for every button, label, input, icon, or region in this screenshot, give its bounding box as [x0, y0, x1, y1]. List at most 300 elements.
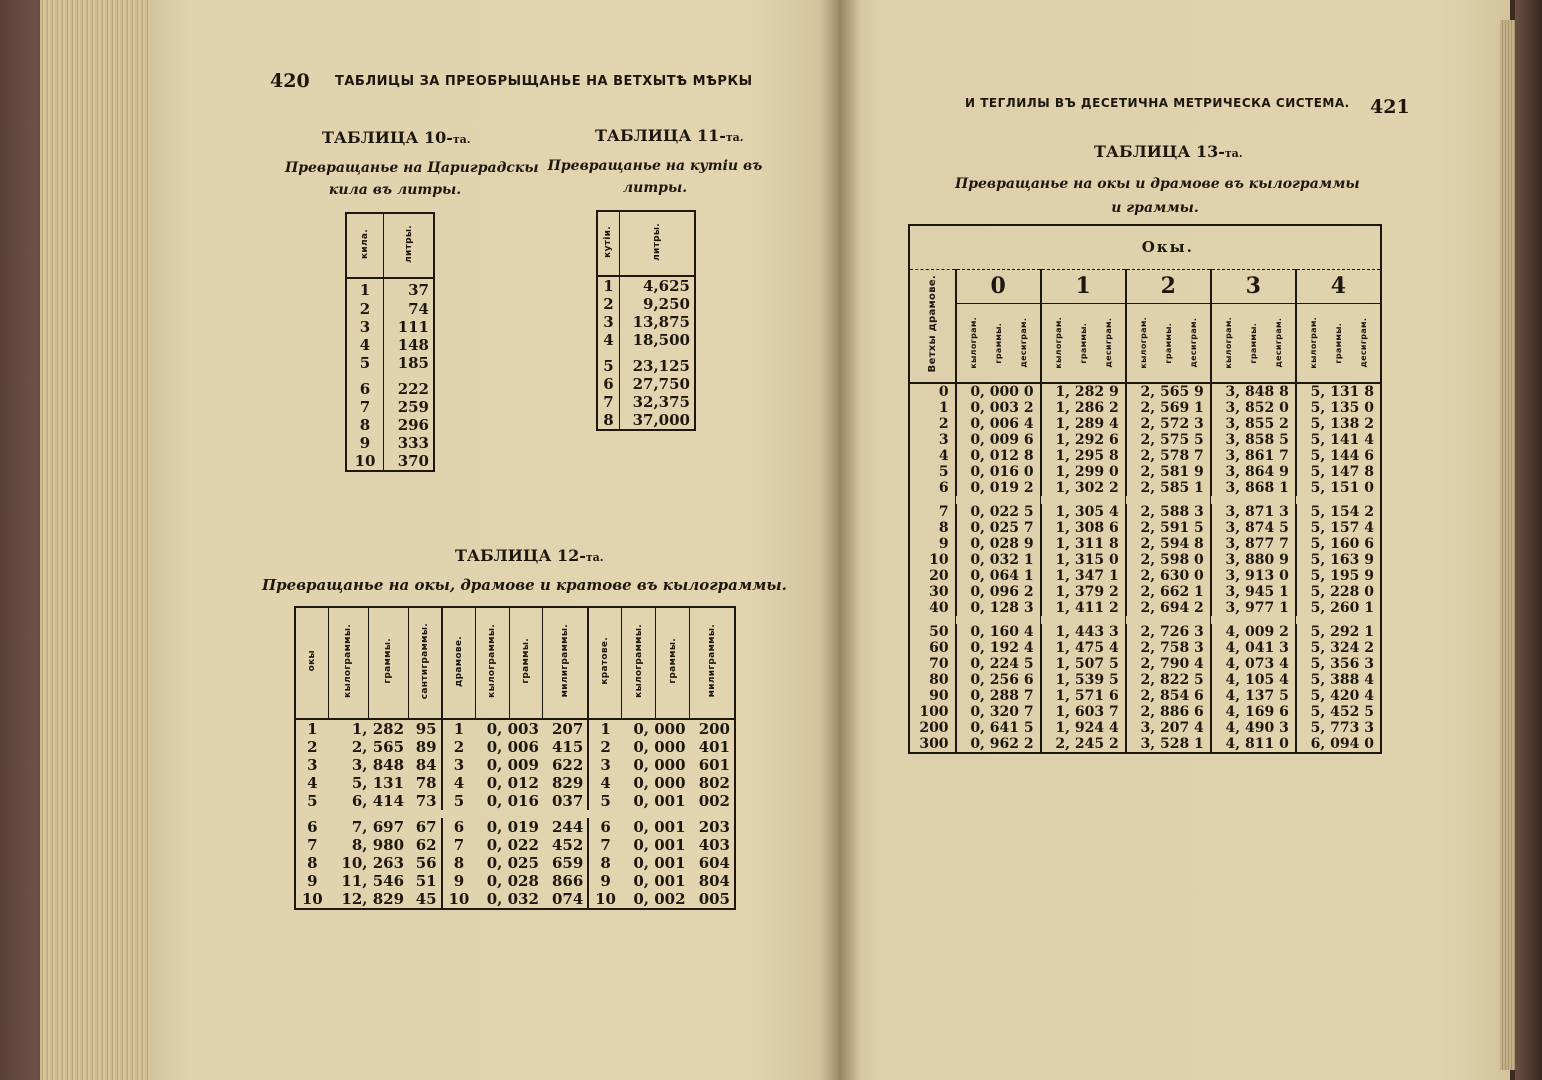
table12-krat-milli-cell: 802: [698, 774, 730, 792]
table13-subheader-wrap: [1131, 317, 1206, 369]
table13-dram-cell: 200: [919, 720, 949, 736]
table13-value-cell: 2, 575 5: [1126, 432, 1211, 448]
table13-value-cell: 3, 861 7: [1211, 448, 1296, 464]
table13-value-cell: 0, 003 2: [956, 400, 1041, 416]
table-row: [346, 318, 434, 336]
table12: [294, 606, 736, 910]
table13-subheader-text: граммы.: [1078, 322, 1088, 364]
table11-kutii-cell: 6: [603, 375, 614, 393]
table13-group-row: [909, 225, 1381, 269]
table13-value-cell: 4, 105 4: [1211, 672, 1296, 688]
table12-oka-cell: 9: [307, 872, 318, 890]
table12-krat-kg-cell: 0, 002: [633, 890, 686, 908]
table-row: [597, 331, 695, 349]
table13-value-cell: 0, 006 4: [956, 416, 1041, 432]
table12-dram-cell: 5: [442, 792, 476, 810]
table13-dram-cell: 5: [938, 464, 949, 480]
table-gap-row: [597, 349, 695, 357]
table13-value-cell: 0, 028 9: [956, 536, 1041, 552]
table13-value-cell: 2, 588 3: [1126, 504, 1211, 520]
table12-header-cell: [295, 607, 329, 719]
table-row: [295, 872, 735, 890]
table12-oka-centi-cell: 51: [415, 872, 437, 890]
table-gap-row: [909, 496, 1381, 504]
table12-krat-kg-cell: 0, 001: [633, 792, 686, 810]
table11-litri-cell: 23,125: [619, 357, 695, 375]
table12-dram-cell: 2: [442, 738, 476, 756]
table-row: [909, 624, 1381, 640]
table13-subheader-text: граммы.: [1333, 322, 1343, 364]
table10-subtitle-2: кила въ литры.: [328, 182, 462, 198]
table-row: [597, 313, 695, 331]
table13-value-cell: 1, 289 4: [1041, 416, 1126, 432]
table-row: [597, 375, 695, 393]
gap-cell: [1211, 616, 1296, 624]
table13-value-cell: 5, 154 2: [1296, 504, 1381, 520]
table12-krat-cell: 3: [588, 756, 622, 774]
table-row: [346, 278, 434, 300]
table13-value-cell: 5, 228 0: [1296, 584, 1381, 600]
gap-cell: [1041, 616, 1126, 624]
table10-header-litri-text: литры.: [403, 224, 414, 263]
table12-dram-cell: 4: [442, 774, 476, 792]
table10-subtitle-1: Превращанье на Цариградскы: [285, 160, 539, 176]
table-row: [597, 393, 695, 411]
table10-kila-cell: 2: [359, 300, 371, 318]
table13-value-cell: 5, 292 1: [1296, 624, 1381, 640]
table12-header-cell: [509, 607, 543, 719]
table11-kutii-cell: 2: [603, 295, 614, 313]
table12-oka-cell: 2: [307, 738, 318, 756]
table12-header-text: милиграммы.: [560, 624, 571, 698]
table13-subheader-text: граммы.: [993, 322, 1003, 364]
table13-value-cell: 1, 295 8: [1041, 448, 1126, 464]
table10-litri-cell: 222: [384, 380, 434, 398]
table10-litri-cell: 148: [384, 336, 434, 354]
table13-value-cell: 1, 302 2: [1041, 480, 1126, 496]
table13-subheader-text: кылограм.: [1138, 316, 1148, 369]
table13-value-cell: 2, 662 1: [1126, 584, 1211, 600]
table10-body: [346, 278, 434, 471]
table12-oka-cell: 5: [307, 792, 318, 810]
right-page-number: 421: [1370, 96, 1410, 118]
table12-dram-milli-cell: 866: [551, 872, 584, 890]
table10-litri-cell: 185: [384, 354, 434, 372]
table13-value-cell: 5, 160 6: [1296, 536, 1381, 552]
table-row: [909, 704, 1381, 720]
table12-dram-kg-cell: 0, 032: [486, 890, 539, 908]
table13-value-cell: 0, 224 5: [956, 656, 1041, 672]
table12-dram-milli-cell: 244: [551, 818, 584, 836]
book-cover-right: [1515, 0, 1542, 1080]
table10-kila-cell: 7: [359, 398, 371, 416]
table-row: [597, 276, 695, 295]
table12-header-text: окы: [307, 650, 318, 672]
table12-header-text: граммы.: [520, 638, 531, 684]
table12-oka-cell: 3: [307, 756, 318, 774]
table13-value-cell: 3, 877 7: [1211, 536, 1296, 552]
table11-body: [597, 276, 695, 430]
table12-oka-centi-cell: 78: [415, 774, 437, 792]
table13-value-cell: 4, 490 3: [1211, 720, 1296, 736]
table12-header-text: сантиграммы.: [419, 622, 430, 700]
table10-title-suffix: та.: [452, 133, 471, 146]
table12-header-text: драмове.: [453, 635, 464, 687]
table12-oka-centi-cell: 73: [415, 792, 437, 810]
table13-dram-cell: 100: [919, 704, 949, 720]
table13-value-cell: 1, 539 5: [1041, 672, 1126, 688]
table13-subtitle-2: и граммы.: [1111, 200, 1199, 216]
table13-dram-cell: 70: [929, 656, 949, 672]
table13-value-cell: 0, 192 4: [956, 640, 1041, 656]
table13-subheader-text: кылограм.: [1053, 316, 1063, 369]
table12-dram-cell: 8: [442, 854, 476, 872]
gap-cell: [1296, 616, 1381, 624]
table13-value-cell: 0, 009 6: [956, 432, 1041, 448]
table12-oka-kg-cell: 6, 414: [351, 792, 405, 810]
table-row: [597, 411, 695, 430]
table12-oka-centi-cell: 95: [415, 720, 437, 738]
table12-oka-centi-cell: 67: [415, 818, 437, 836]
table13-row-header-text: Ветхы драмове.: [926, 275, 938, 373]
table13-corner: [909, 225, 956, 269]
table13-subheader-text: десиграм.: [1103, 317, 1113, 368]
table13-value-cell: 2, 569 1: [1126, 400, 1211, 416]
table12-header-text: граммы.: [667, 638, 678, 684]
table12-dram-cell: 10: [442, 890, 476, 909]
gap-cell: [295, 810, 735, 818]
table13-subheader-group: [1296, 303, 1381, 383]
table13-value-cell: 0, 962 2: [956, 736, 1041, 753]
table12-header-text: кратове.: [600, 637, 611, 685]
table12-dram-milli-cell: 622: [551, 756, 584, 774]
table13-value-cell: 0, 022 5: [956, 504, 1041, 520]
table10-kila-cell: 4: [359, 336, 371, 354]
table13-subheader-text: десиграм.: [1358, 317, 1368, 368]
table12-krat-cell: 7: [588, 836, 622, 854]
table13-value-cell: 2, 854 6: [1126, 688, 1211, 704]
table13-value-cell: 2, 886 6: [1126, 704, 1211, 720]
table11-kutii-cell: 4: [603, 331, 614, 349]
table12-oka-cell: 4: [307, 774, 318, 792]
table13: [908, 224, 1382, 754]
table12-subtitle: Превращанье на окы, драмове и кратове въ кылограммы.: [262, 576, 787, 594]
table12-krat-cell: 10: [588, 890, 622, 909]
table-row: [295, 774, 735, 792]
table13-value-cell: 0, 096 2: [956, 584, 1041, 600]
table12-krat-milli-cell: 200: [698, 720, 730, 738]
table13-value-cell: 2, 572 3: [1126, 416, 1211, 432]
table13-dram-cell: 8: [938, 520, 949, 536]
table13-value-cell: 1, 292 6: [1041, 432, 1126, 448]
table13-value-cell: 5, 135 0: [1296, 400, 1381, 416]
table12-krat-milli-cell: 002: [698, 792, 730, 810]
table10-kila-cell: 1: [359, 280, 371, 299]
table13-value-cell: 5, 195 9: [1296, 568, 1381, 584]
table13-value-cell: 4, 009 2: [1211, 624, 1296, 640]
table12-dram-kg-cell: 0, 022: [486, 836, 539, 854]
table13-value-cell: 1, 411 2: [1041, 600, 1126, 616]
table11-litri-cell: 9,250: [619, 295, 695, 313]
table12-dram-kg-cell: 0, 028: [486, 872, 539, 890]
gap-cell: [1126, 616, 1211, 624]
table13-value-cell: 2, 585 1: [1126, 480, 1211, 496]
table13-value-cell: 0, 641 5: [956, 720, 1041, 736]
table10-kila-cell: 3: [359, 318, 371, 336]
table-row: [597, 295, 695, 313]
table12-oka-cell: 1: [307, 720, 318, 738]
table12-body: [295, 719, 735, 909]
table13-value-cell: 0, 025 7: [956, 520, 1041, 536]
table12-krat-kg-cell: 0, 000: [633, 738, 686, 756]
table10-litri-cell: 259: [384, 398, 434, 416]
table13-value-cell: 5, 773 3: [1296, 720, 1381, 736]
table10-header-kila: [346, 213, 384, 278]
table-row: [909, 416, 1381, 432]
table13-subheader-wrap: [1046, 317, 1121, 369]
table13-value-cell: 2, 726 3: [1126, 624, 1211, 640]
table13-value-cell: 0, 032 1: [956, 552, 1041, 568]
table12-header-cell: [690, 607, 735, 719]
table12-dram-kg-cell: 0, 025: [486, 854, 539, 872]
table12-dram-milli-cell: 074: [551, 890, 584, 908]
table13-dram-cell: 4: [938, 448, 949, 464]
table13-value-cell: 5, 163 9: [1296, 552, 1381, 568]
table11: [596, 210, 696, 431]
table-row: [346, 300, 434, 318]
table13-subheader-group: [1211, 303, 1296, 383]
table13-subheader-group: [1126, 303, 1211, 383]
table12-dram-kg-cell: 0, 012: [486, 774, 539, 792]
table13-subheader-text: кылограм.: [1223, 316, 1233, 369]
table-row: [909, 400, 1381, 416]
table13-dram-cell: 2: [938, 416, 949, 432]
table-row: [909, 584, 1381, 600]
table13-value-cell: 2, 565 9: [1126, 383, 1211, 400]
gap-cell: [1211, 496, 1296, 504]
table-row: [295, 818, 735, 836]
table-row: [295, 836, 735, 854]
table13-value-cell: 1, 315 0: [1041, 552, 1126, 568]
table12-header-cell: [543, 607, 588, 719]
table12-krat-kg-cell: 0, 000: [633, 756, 686, 774]
table13-subheader-text: граммы.: [1163, 322, 1173, 364]
table12-krat-cell: 6: [588, 818, 622, 836]
table13-value-cell: 3, 858 5: [1211, 432, 1296, 448]
table10-kila-cell: 10: [354, 452, 376, 470]
table13-value-cell: 1, 571 6: [1041, 688, 1126, 704]
table-row: [909, 504, 1381, 520]
table13-subheader-text: кылограм.: [968, 316, 978, 369]
table11-subtitle-2: литры.: [622, 180, 688, 196]
table-row: [909, 640, 1381, 656]
table12-header-cell: [408, 607, 442, 719]
table12-title-text: ТАБЛИЦА 12-: [455, 546, 586, 565]
table12-dram-cell: 7: [442, 836, 476, 854]
table12-header-cell: [329, 607, 369, 719]
table13-subheader-wrap: [1216, 317, 1291, 369]
table13-value-cell: 2, 594 8: [1126, 536, 1211, 552]
table-row: [909, 656, 1381, 672]
table-row: [909, 736, 1381, 753]
table13-value-cell: 5, 324 2: [1296, 640, 1381, 656]
table-row: [346, 336, 434, 354]
table13-value-cell: 5, 138 2: [1296, 416, 1381, 432]
table13-value-cell: 3, 855 2: [1211, 416, 1296, 432]
table12-krat-kg-cell: 0, 001: [633, 854, 686, 872]
table12-dram-kg-cell: 0, 019: [486, 818, 539, 836]
table13-value-cell: 3, 977 1: [1211, 600, 1296, 616]
table12-oka-cell: 6: [307, 818, 318, 836]
table12-header-cell: [588, 607, 622, 719]
table10-litri-cell: 111: [384, 318, 434, 336]
table-row: [909, 480, 1381, 496]
gap-cell: [619, 349, 695, 357]
table10-litri-cell: 296: [384, 416, 434, 434]
table12-dram-milli-cell: 415: [551, 738, 584, 756]
gap-cell: [1126, 496, 1211, 504]
table12-header-cell: [622, 607, 656, 719]
table13-value-cell: 1, 299 0: [1041, 464, 1126, 480]
table-row: [295, 854, 735, 872]
table11-kutii-cell: 1: [603, 277, 614, 295]
table-row: [295, 756, 735, 774]
table-row: [909, 448, 1381, 464]
table12-dram-cell: 9: [442, 872, 476, 890]
table11-header-kutii-text: кутіи.: [603, 225, 614, 258]
table13-value-cell: 3, 880 9: [1211, 552, 1296, 568]
table11-kutii-cell: 5: [603, 357, 614, 375]
table12-krat-milli-cell: 203: [698, 818, 730, 836]
table11-kutii-cell: 7: [603, 393, 614, 411]
table13-value-cell: 3, 868 1: [1211, 480, 1296, 496]
table10-litri-cell: 333: [384, 434, 434, 452]
table12-krat-cell: 8: [588, 854, 622, 872]
table13-value-cell: 5, 420 4: [1296, 688, 1381, 704]
table-row: [909, 672, 1381, 688]
table13-value-cell: 5, 131 8: [1296, 383, 1381, 400]
table11-litri-cell: 37,000: [619, 411, 695, 430]
table12-oka-centi-cell: 45: [415, 890, 437, 908]
table13-title-suffix: та.: [1224, 147, 1243, 160]
table13-value-cell: 0, 128 3: [956, 600, 1041, 616]
table13-value-cell: 0, 012 8: [956, 448, 1041, 464]
table13-dram-cell: 6: [938, 480, 949, 496]
table13-value-cell: 4, 041 3: [1211, 640, 1296, 656]
table12-dram-cell: 6: [442, 818, 476, 836]
table10-title-text: ТАБЛИЦА 10-: [322, 128, 453, 147]
table12-krat-kg-cell: 0, 000: [633, 720, 686, 738]
table10-kila-cell: 6: [359, 380, 371, 398]
gap-cell: [346, 372, 384, 380]
table-row: [295, 792, 735, 810]
table13-value-cell: 0, 000 0: [956, 383, 1041, 400]
table12-dram-milli-cell: 452: [551, 836, 584, 854]
table13-subheader-wrap: [1301, 317, 1376, 369]
table-row: [909, 688, 1381, 704]
table13-value-cell: 2, 822 5: [1126, 672, 1211, 688]
table13-value-cell: 4, 137 5: [1211, 688, 1296, 704]
table13-value-cell: 1, 347 1: [1041, 568, 1126, 584]
gap-cell: [956, 496, 1041, 504]
table13-dram-cell: 3: [938, 432, 949, 448]
table12-oka-kg-cell: 12, 829: [341, 890, 405, 908]
table13-value-cell: 2, 598 0: [1126, 552, 1211, 568]
table13-value-cell: 0, 256 6: [956, 672, 1041, 688]
table13-value-cell: 3, 528 1: [1126, 736, 1211, 753]
table13-dram-cell: 90: [929, 688, 949, 704]
table12-krat-milli-cell: 601: [698, 756, 730, 774]
table10-kila-cell: 9: [359, 434, 371, 452]
table13-value-cell: 2, 578 7: [1126, 448, 1211, 464]
table13-value-cell: 5, 388 4: [1296, 672, 1381, 688]
table13-value-cell: 3, 852 0: [1211, 400, 1296, 416]
table13-dram-cell: 50: [929, 624, 949, 640]
table10-title: [322, 128, 471, 147]
table12-krat-cell: 4: [588, 774, 622, 792]
table13-value-cell: 5, 157 4: [1296, 520, 1381, 536]
table12-krat-kg-cell: 0, 001: [633, 818, 686, 836]
table13-value-cell: 3, 848 8: [1211, 383, 1296, 400]
table13-subheader-text: десиграм.: [1273, 317, 1283, 368]
table10-litri-cell: 74: [384, 300, 434, 318]
table12-header-cell: [656, 607, 690, 719]
table-row: [909, 552, 1381, 568]
table10-kila-cell: 5: [359, 354, 371, 372]
table13-value-cell: 5, 147 8: [1296, 464, 1381, 480]
table12-dram-cell: 3: [442, 756, 476, 774]
table13-dram-cell: 40: [929, 600, 949, 616]
table-row: [909, 464, 1381, 480]
table12-krat-cell: 9: [588, 872, 622, 890]
table12-krat-milli-cell: 401: [698, 738, 730, 756]
table13-value-cell: 5, 452 5: [1296, 704, 1381, 720]
table13-value-cell: 5, 141 4: [1296, 432, 1381, 448]
table13-value-cell: 0, 064 1: [956, 568, 1041, 584]
table10-litri-cell: 370: [384, 452, 434, 471]
table13-value-cell: 4, 073 4: [1211, 656, 1296, 672]
table13-value-cell: 2, 245 2: [1041, 736, 1126, 753]
left-page-number: 420: [270, 70, 310, 92]
table12-header-text: кылограммы.: [487, 624, 498, 698]
table13-value-cell: 0, 016 0: [956, 464, 1041, 480]
table13-value-cell: 1, 286 2: [1041, 400, 1126, 416]
table10-litri-cell: 37: [384, 278, 434, 300]
table13-value-cell: 2, 581 9: [1126, 464, 1211, 480]
table13-dram-cell: 1: [938, 400, 949, 416]
table11-title: [595, 126, 744, 145]
table12-oka-kg-cell: 5, 131: [351, 774, 405, 792]
table11-litri-cell: 18,500: [619, 331, 695, 349]
table-row: [909, 520, 1381, 536]
table12-dram-kg-cell: 0, 006: [486, 738, 539, 756]
table13-value-cell: 3, 874 5: [1211, 520, 1296, 536]
table12-oka-centi-cell: 62: [415, 836, 437, 854]
table-row: [597, 357, 695, 375]
table10: [345, 212, 435, 472]
table12-krat-milli-cell: 804: [698, 872, 730, 890]
table13-value-cell: 3, 207 4: [1126, 720, 1211, 736]
table12-oka-kg-cell: 11, 546: [341, 872, 405, 890]
table12-krat-milli-cell: 005: [698, 890, 730, 908]
table13-dram-cell: 0: [938, 384, 949, 400]
table13-dram-cell: 10: [929, 552, 949, 568]
table13-value-cell: 5, 356 3: [1296, 656, 1381, 672]
table-row: [346, 434, 434, 452]
table-row: [909, 383, 1381, 400]
table12-header-cell: [368, 607, 408, 719]
table13-value-cell: 4, 169 6: [1211, 704, 1296, 720]
